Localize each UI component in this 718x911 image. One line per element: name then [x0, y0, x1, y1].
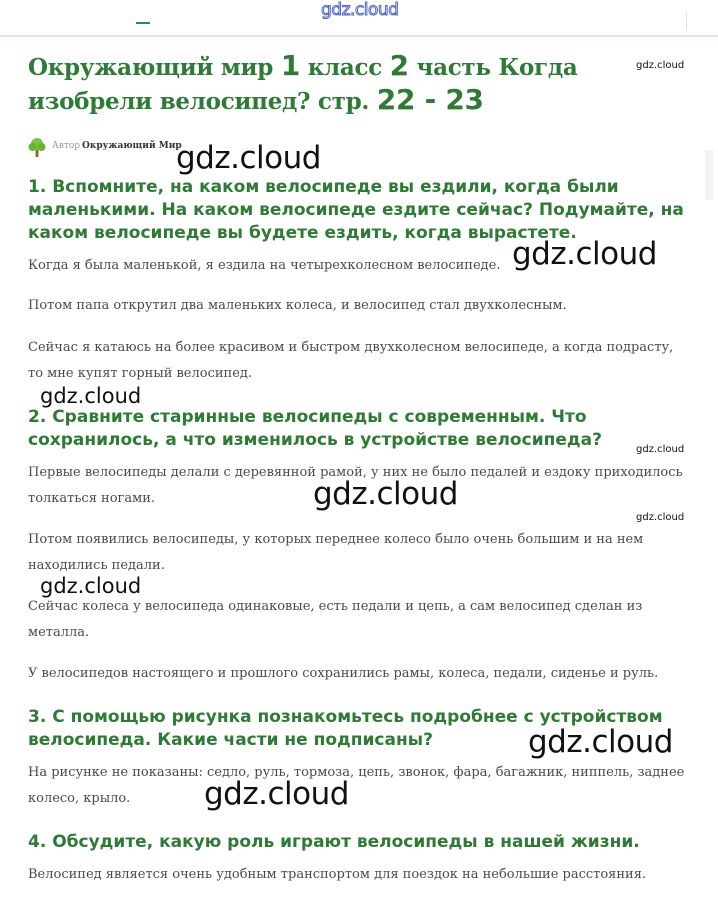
answer-paragraph: У велосипедов настоящего и прошлого сохранились рамы, колеса, педали, сиденье и руль. [28, 666, 659, 681]
answer-paragraph: Сейчас я катаюсь на более красивом и быстром двухколесном велосипеде, а когда подрасту, то мне купят горный велосипед. [28, 340, 674, 381]
watermark: gdz.cloud [40, 384, 142, 408]
author-name[interactable]: Окружающий Мир [82, 141, 182, 151]
top-accent-mark [136, 22, 150, 24]
answer-paragraph: Первые велосипеды делали с деревянной рамой, у них не было педалей и ездоку приходилось толкаться ногами. [28, 465, 683, 506]
watermark: gdz.cloud [636, 444, 685, 455]
answer-paragraph: Потом появились велосипеды, у которых переднее колесо было очень большим и на нем находились педали. [28, 532, 644, 573]
watermark: gdz.cloud [176, 140, 321, 176]
tree-icon [26, 136, 48, 158]
header-divider [0, 35, 718, 37]
site-logo[interactable]: gdz.cloud [321, 0, 399, 20]
question-3: 3. С помощью рисунка познакомьтесь подробнее с устройством велосипеда. Какие части не подписаны? [28, 707, 663, 750]
answer-paragraph: Сейчас колеса у велосипеда одинаковые, есть педали и цепь, а сам велосипед сделан из металла. [28, 599, 643, 640]
watermark: gdz.cloud [40, 574, 142, 598]
author-label: Автор [52, 141, 81, 151]
answer-paragraph: Потом папа открутил два маленьких колеса, и велосипед стал двухколесным. [28, 298, 567, 313]
answer-paragraph: На рисунке не показаны: седло, руль, тормоза, цепь, звонок, фара, багажник, ниппель, заднее колесо, крыло. [28, 765, 685, 806]
watermark: gdz.cloud [512, 236, 657, 272]
scrollbar-thumb[interactable] [705, 150, 713, 200]
watermark: gdz.cloud [528, 724, 673, 760]
question-4: 4. Обсудите, какую роль играют велосипеды в нашей жизни. [28, 832, 640, 852]
watermark: gdz.cloud [204, 776, 349, 812]
top-divider [686, 12, 687, 30]
top-bar [0, 0, 718, 36]
question-1: 1. Вспомните, на каком велосипеде вы ездили, когда были маленькими. На каком велосипеде ездите сейчас? Подумайте, на каком велосипеде вы будете ездить, когда вырастете. [28, 177, 684, 243]
watermark: gdz.cloud [636, 512, 685, 523]
watermark: gdz.cloud [636, 60, 685, 71]
watermark: gdz.cloud [313, 476, 458, 512]
question-2: 2. Сравните старинные велосипеды с современным. Что сохранилось, а что изменилось в устройстве велосипеда? [28, 407, 602, 450]
answer-paragraph: Велосипед является очень удобным транспортом для поездок на небольшие расстояния. [28, 867, 647, 882]
answer-paragraph: Когда я была маленькой, я ездила на четырехколесном велосипеде. [28, 258, 501, 273]
page-title: Окружающий мир 1 класс 2 часть Когда изобрели велосипед? стр. 22 - 23 [28, 49, 578, 116]
